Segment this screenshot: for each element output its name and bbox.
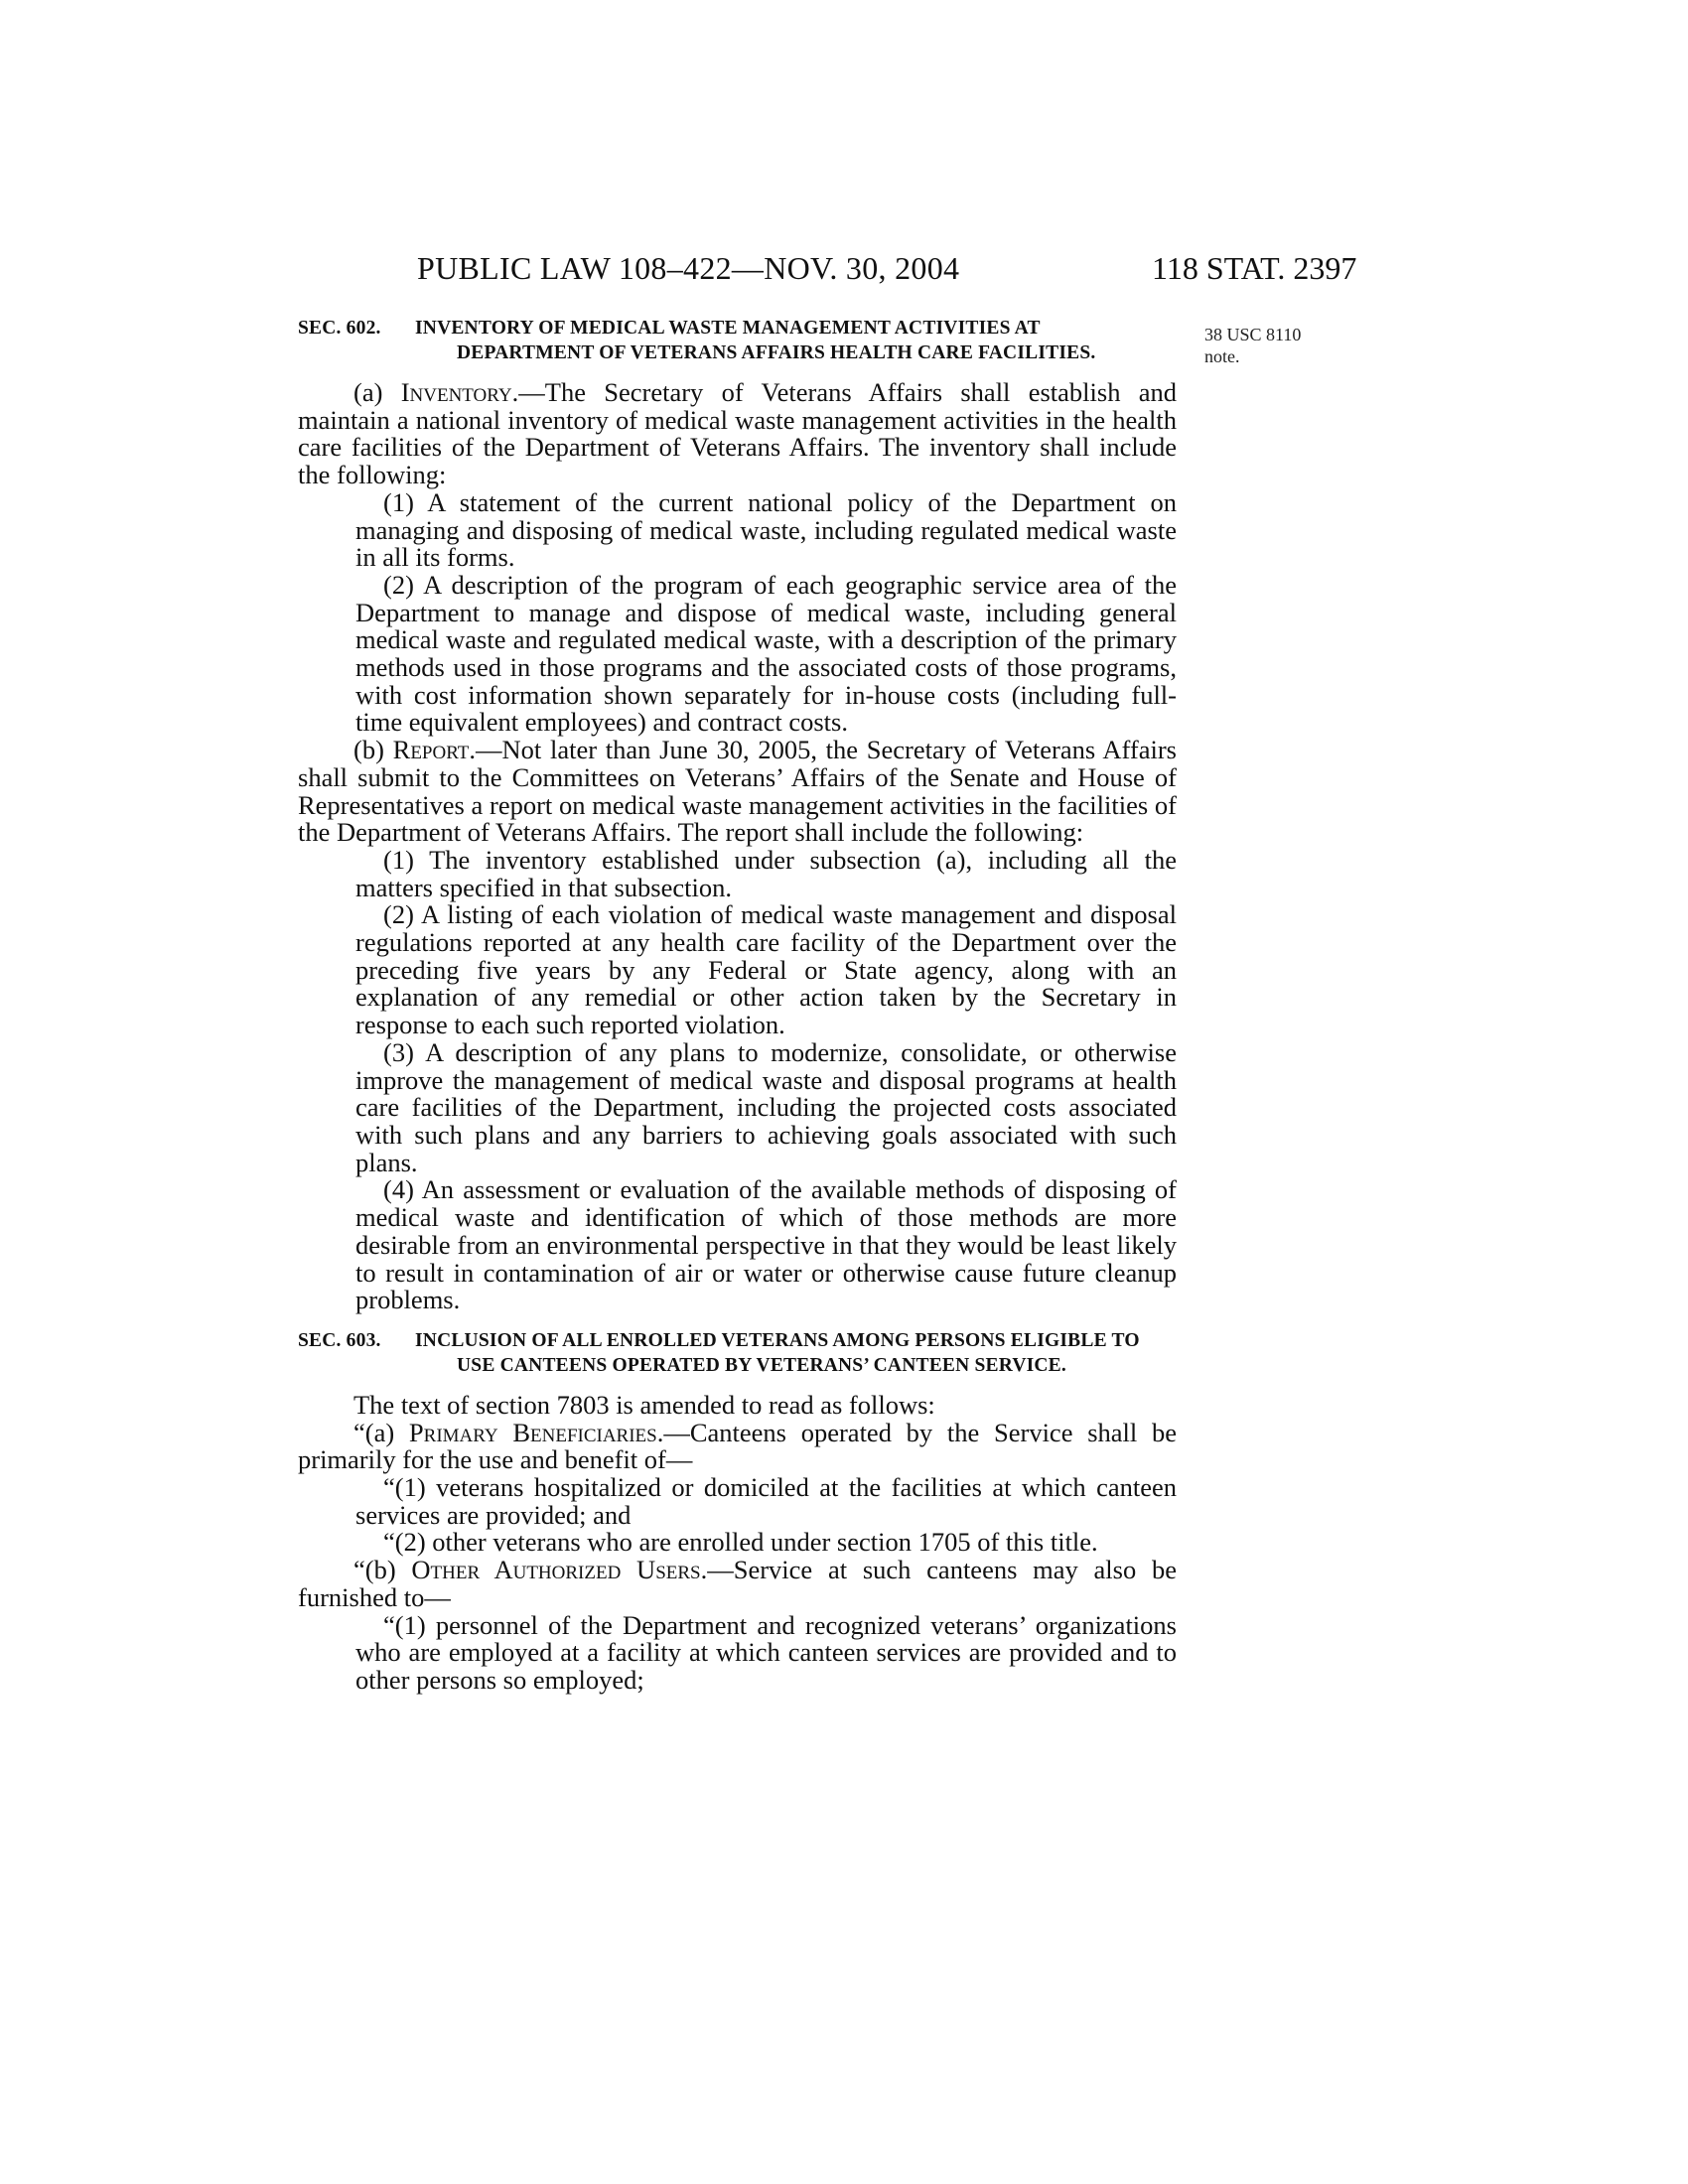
subsection-b-label: (b) (353, 735, 393, 765)
subsection-a-text: .—Canteens operated by the Service shall be primarily for the use and benefit of— (298, 1417, 1177, 1475)
subsection-b-heading: Report (392, 735, 470, 765)
subsection-a-label: (a) (353, 377, 401, 407)
section-602-number: SEC. 602. (298, 318, 381, 339)
subsection-b-text: .—Service at such canteens may also be furnished to— (298, 1555, 1177, 1612)
section-603-intro: The text of section 7803 is amended to read as follows: (353, 1389, 935, 1420)
section-602-subsection-a (298, 379, 1177, 489)
margin-note-label: note. (1204, 346, 1240, 366)
subsection-a-label: “(a) (353, 1417, 409, 1447)
section-602-subsection-b (298, 737, 1177, 847)
subsection-b-heading: Other Authorized Users (411, 1555, 701, 1585)
subsection-b-text: .—Not later than June 30, 2005, the Secretary of Veterans Affairs shall submit to the Committees on Veterans’ Affairs of the Senate and House of Representatives a report on medical waste management activities in the facilities of the Department of Veterans Affairs. The report shall include the following: (298, 735, 1177, 848)
section-602-b-4: (4) An assessment or evaluation of the available methods of disposing of medical waste and identification of which of those methods are more desirable from an environmental perspective in that they would be least likely to result in contamination of air or water or otherwise cause future cleanup problems. (355, 1174, 1177, 1315)
section-603-b-1: “(1) personnel of the Department and recognized veterans’ organizations who are employed at a facility at which canteen services are provided and to other persons so employed; (355, 1609, 1177, 1695)
section-602-b-3: (3) A description of any plans to modernize, consolidate, or otherwise improve the management of medical waste and disposal programs at health care facilities of the Department, including the projected costs associated with such plans and any barriers to achieving goals associated with such plans. (355, 1036, 1177, 1177)
section-602-b-1: (1) The inventory established under subsection (a), including all the matters specified in that subsection. (355, 844, 1177, 902)
section-603-subsection-b (298, 1557, 1177, 1611)
subsection-a-heading: Primary Beneficiaries (408, 1417, 657, 1447)
section-602-heading (298, 316, 1177, 365)
section-602-title: INVENTORY OF MEDICAL WASTE MANAGEMENT ACTIVITIES AT DEPARTMENT OF VETERANS AFFAIRS HEALTH CARE FACILITIES. (415, 318, 1096, 363)
subsection-b-label: “(b) (353, 1555, 412, 1585)
section-603-title: INCLUSION OF ALL ENROLLED VETERANS AMONG PERSONS ELIGIBLE TO USE CANTEENS OPERATED BY VETERANS’ CANTEEN SERVICE. (415, 1329, 1140, 1376)
margin-note (1204, 324, 1343, 367)
section-603-a-2: “(2) other veterans who are enrolled under section 1705 of this title. (383, 1527, 1098, 1558)
page-number: 118 STAT. 2397 (1152, 250, 1357, 286)
section-603-subsection-a (298, 1417, 1177, 1475)
section-602-b-2: (2) A listing of each violation of medical waste management and disposal regulations reported at any health care facility of the Department over the preceding five years by any Federal or State agency, along with an explanation of any remedial or other action taken by the Secretary in response to each such reported violation. (355, 899, 1177, 1040)
section-603-heading (298, 1328, 1177, 1378)
section-602-a-2: (2) A description of the program of each geographic service area of the Department to manage and dispose of medical waste, including general medical waste and regulated medical waste, with a description of the primary methods used in those programs and the associated costs of those programs, with cost information shown separately for in-house costs (including full-time equivalent employees) and contract costs. (355, 569, 1177, 738)
subsection-a-text: .—The Secretary of Veterans Affairs shall establish and maintain a national inventory of medical waste management activities in the health care facilities of the Department of Veterans Affairs. The inventory shall include the following: (298, 377, 1177, 490)
body-text (298, 316, 1177, 1695)
section-603-a-1: “(1) veterans hospitalized or domiciled at the facilities at which canteen services are provided; and (355, 1472, 1177, 1530)
section-602-a-1: (1) A statement of the current national policy of the Department on managing and disposing of medical waste, including regulated medical waste in all its forms. (355, 486, 1177, 573)
running-head: PUBLIC LAW 108–422—NOV. 30, 2004 (417, 250, 960, 286)
section-603-number: SEC. 603. (298, 1329, 381, 1351)
margin-note-citation: 38 USC 8110 (1204, 325, 1302, 344)
subsection-a-heading: Inventory (400, 377, 512, 407)
